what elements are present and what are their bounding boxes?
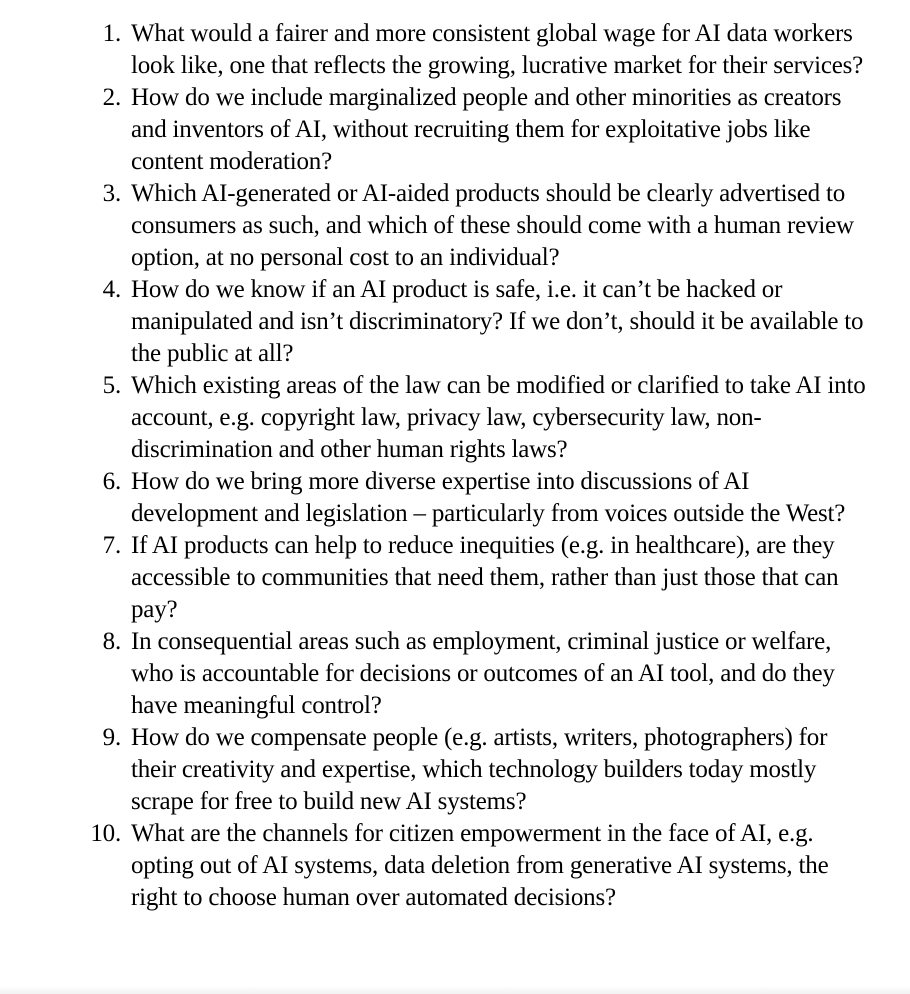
question-number: 4. xyxy=(102,276,121,303)
question-item-7 xyxy=(0,530,871,626)
question-number: 6. xyxy=(102,468,121,495)
question-number: 8. xyxy=(102,628,121,655)
question-number: 7. xyxy=(102,532,121,559)
question-number: 1. xyxy=(102,20,121,47)
question-text: What would a fairer and more consistent global wage for AI data workers look like, one that reflects the growing, lucrative market for their services? xyxy=(131,20,864,79)
question-item-1 xyxy=(0,18,871,82)
question-item-9 xyxy=(0,722,871,818)
question-text: How do we bring more diverse expertise into discussions of AI development and legislation – particularly from voices outside the West? xyxy=(131,468,846,527)
question-item-4 xyxy=(0,274,871,370)
question-item-10 xyxy=(0,818,871,914)
question-item-8 xyxy=(0,626,871,722)
question-text: How do we compensate people (e.g. artists, writers, photographers) for their creativity and expertise, which technology builders today mostly scrape for free to build new AI systems? xyxy=(131,724,828,815)
question-number: 10. xyxy=(90,820,121,847)
question-list xyxy=(0,18,910,914)
bottom-edge-shadow xyxy=(0,986,910,994)
question-number: 2. xyxy=(102,84,121,111)
question-item-6 xyxy=(0,466,871,530)
question-number: 9. xyxy=(102,724,121,751)
question-text: What are the channels for citizen empowerment in the face of AI, e.g. opting out of AI systems, data deletion from generative AI systems, the right to choose human over automated decisions? xyxy=(131,820,829,911)
question-item-3 xyxy=(0,178,871,274)
question-text: In consequential areas such as employment, criminal justice or welfare, who is accountable for decisions or outcomes of an AI tool, and do they have meaningful control? xyxy=(131,628,835,719)
question-text: Which AI-generated or AI-aided products should be clearly advertised to consumers as such, and which of these should come with a human review option, at no personal cost to an individual? xyxy=(131,180,854,271)
question-item-2 xyxy=(0,82,871,178)
question-text: How do we know if an AI product is safe, i.e. it can’t be hacked or manipulated and isn’t discriminatory? If we don’t, should it be available to the public at all? xyxy=(131,276,864,367)
question-item-5 xyxy=(0,370,871,466)
question-text: If AI products can help to reduce inequities (e.g. in healthcare), are they accessible to communities that need them, rather than just those that can pay? xyxy=(131,532,839,623)
question-number: 3. xyxy=(102,180,121,207)
question-number: 5. xyxy=(102,372,121,399)
question-text: How do we include marginalized people and other minorities as creators and inventors of AI, without recruiting them for exploitative jobs like content moderation? xyxy=(131,84,842,175)
question-text: Which existing areas of the law can be modified or clarified to take AI into account, e.g. copyright law, privacy law, cybersecurity law, non-discrimination and other human rights laws? xyxy=(131,372,866,463)
